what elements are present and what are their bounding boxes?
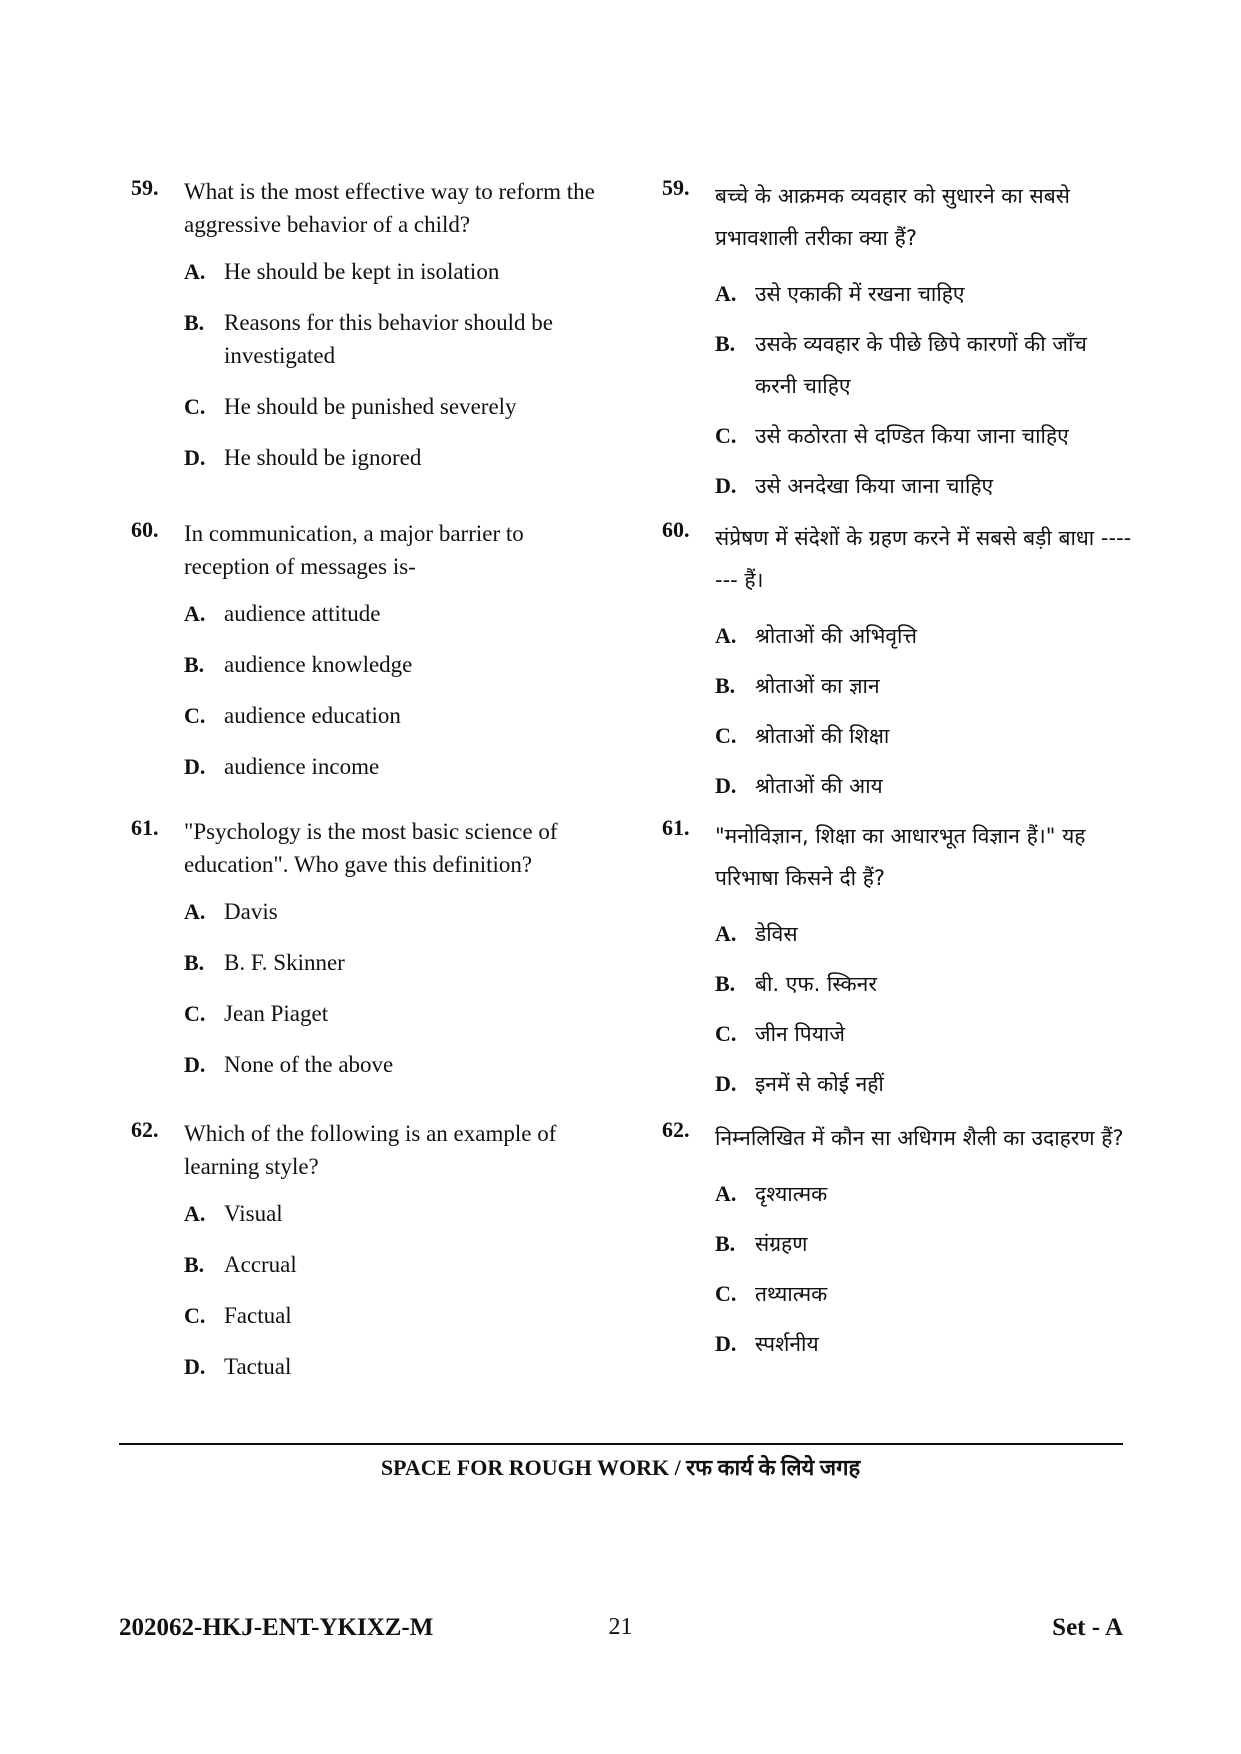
option-letter: C. <box>184 1001 206 1026</box>
question-61-hi <box>662 815 1132 1117</box>
option-text: Factual <box>224 1303 292 1328</box>
question-62-en <box>131 1117 611 1417</box>
option-b <box>184 306 611 372</box>
question-61-en <box>131 815 611 1117</box>
option-letter: A. <box>715 921 737 946</box>
option-text: Accrual <box>224 1252 297 1277</box>
option-c <box>715 715 1132 757</box>
option-a <box>184 597 611 630</box>
question-text: What is the most effective way to reform the aggressive behavior of a child? <box>184 179 595 237</box>
option-letter: B. <box>184 652 205 677</box>
option-text: तथ्यात्मक <box>755 1282 828 1306</box>
option-letter: C. <box>715 1021 737 1046</box>
option-c <box>184 390 611 423</box>
option-text: श्रोताओं की अभिवृत्ति <box>755 624 917 648</box>
question-59-en <box>131 175 611 517</box>
option-text: श्रोताओं की शिक्षा <box>755 724 890 748</box>
option-text: audience education <box>224 703 401 728</box>
question-text: संप्रेषण में संदेशों के ग्रहण करने में सबसे बड़ी बाधा ------- हैं। <box>715 526 1132 592</box>
option-d <box>184 750 611 783</box>
option-letter: B. <box>184 1252 205 1277</box>
page-number: 21 <box>608 1614 633 1640</box>
question-62-hi <box>662 1117 1132 1417</box>
option-letter: C. <box>184 703 206 728</box>
option-letter: A. <box>184 259 206 284</box>
option-letter: A. <box>715 623 737 648</box>
english-column <box>131 175 611 1417</box>
option-d <box>715 765 1132 807</box>
question-text: निम्नलिखित में कौन सा अधिगम शैली का उदाहरण हैं? <box>715 1126 1124 1150</box>
option-text: संग्रहण <box>755 1232 808 1256</box>
option-text: B. F. Skinner <box>224 950 345 975</box>
option-letter: D. <box>715 773 737 798</box>
option-text: audience knowledge <box>224 652 413 677</box>
options-list <box>715 273 1132 507</box>
option-a <box>715 913 1132 955</box>
option-text: बी. एफ. स्किनर <box>755 972 877 996</box>
set-label: Set - A <box>1052 1614 1123 1641</box>
option-d <box>184 441 611 474</box>
option-letter: A. <box>715 1181 737 1206</box>
option-d <box>715 465 1132 507</box>
option-text: श्रोताओं की आय <box>755 774 883 798</box>
option-letter: D. <box>184 1354 206 1379</box>
option-text: None of the above <box>224 1052 394 1077</box>
option-letter: D. <box>184 445 206 470</box>
option-text: स्पर्शनीय <box>755 1332 819 1356</box>
option-c <box>184 699 611 732</box>
question-text: "Psychology is the most basic science of education". Who gave this definition? <box>184 819 558 877</box>
question-text: In communication, a major barrier to reception of messages is- <box>184 521 524 579</box>
options-list <box>184 895 611 1081</box>
option-text: He should be ignored <box>224 445 422 470</box>
option-c <box>184 997 611 1030</box>
option-text: Jean Piaget <box>224 1001 329 1026</box>
option-b <box>184 648 611 681</box>
option-a <box>715 273 1132 315</box>
option-text: He should be punished severely <box>224 394 517 419</box>
option-text: दृश्यात्मक <box>755 1182 828 1206</box>
options-list <box>184 255 611 474</box>
question-number: 59. <box>662 175 690 200</box>
option-text: उसे कठोरता से दण्डित किया जाना चाहिए <box>755 424 1069 448</box>
option-letter: B. <box>715 673 736 698</box>
divider-line <box>119 1443 1123 1445</box>
option-d <box>715 1063 1132 1105</box>
option-letter: A. <box>184 1201 206 1226</box>
option-b <box>715 1223 1132 1265</box>
options-list <box>715 615 1132 807</box>
option-text: इनमें से कोई नहीं <box>755 1072 884 1096</box>
option-b <box>184 1248 611 1281</box>
option-a <box>184 895 611 928</box>
option-d <box>715 1323 1132 1365</box>
option-c <box>715 1273 1132 1315</box>
option-letter: A. <box>715 281 737 306</box>
question-59-hi <box>662 175 1132 517</box>
question-number: 62. <box>131 1117 159 1142</box>
option-text: जीन पियाजे <box>755 1022 845 1046</box>
option-text: audience attitude <box>224 601 381 626</box>
question-number: 61. <box>131 815 159 840</box>
question-text: Which of the following is an example of learning style? <box>184 1121 557 1179</box>
option-text: Reasons for this behavior should be investigated <box>224 310 553 368</box>
option-text: Tactual <box>224 1354 292 1379</box>
option-b <box>715 963 1132 1005</box>
question-number: 59. <box>131 175 159 200</box>
rough-work-heading: SPACE FOR ROUGH WORK / रफ कार्य के लिये जगह <box>380 1455 861 1480</box>
question-number: 62. <box>662 1117 690 1142</box>
option-text: audience income <box>224 754 380 779</box>
option-c <box>715 415 1132 457</box>
option-text: He should be kept in isolation <box>224 259 500 284</box>
option-a <box>715 615 1132 657</box>
question-60-en <box>131 517 611 815</box>
option-letter: C. <box>184 394 206 419</box>
question-number: 60. <box>662 517 690 542</box>
option-letter: C. <box>715 423 737 448</box>
option-text: उसे अनदेखा किया जाना चाहिए <box>755 474 994 498</box>
option-letter: C. <box>184 1303 206 1328</box>
option-letter: D. <box>715 1071 737 1096</box>
option-letter: B. <box>184 310 205 335</box>
option-c <box>715 1013 1132 1055</box>
question-number: 60. <box>131 517 159 542</box>
option-b <box>715 323 1132 407</box>
option-b <box>184 946 611 979</box>
option-letter: C. <box>715 723 737 748</box>
option-text: उसे एकाकी में रखना चाहिए <box>755 282 965 306</box>
option-text: Davis <box>224 899 278 924</box>
options-list <box>715 913 1132 1105</box>
option-letter: C. <box>715 1281 737 1306</box>
option-text: श्रोताओं का ज्ञान <box>755 674 880 698</box>
question-number: 61. <box>662 815 690 840</box>
option-letter: B. <box>184 950 205 975</box>
option-letter: D. <box>184 754 206 779</box>
option-text: डेविस <box>755 922 798 946</box>
option-text: Visual <box>224 1201 283 1226</box>
option-letter: D. <box>715 473 737 498</box>
options-list <box>184 1197 611 1383</box>
option-d <box>184 1048 611 1081</box>
option-letter: D. <box>184 1052 206 1077</box>
option-c <box>184 1299 611 1332</box>
options-list <box>184 597 611 783</box>
option-letter: B. <box>715 971 736 996</box>
option-letter: A. <box>184 601 206 626</box>
question-text: बच्चे के आक्रमक व्यवहार को सुधारने का सबसे प्रभावशाली तरीका क्या हैं? <box>715 184 1070 250</box>
option-b <box>715 665 1132 707</box>
question-text: "मनोविज्ञान, शिक्षा का आधारभूत विज्ञान हैं।" यह परिभाषा किसने दी हैं? <box>715 824 1086 890</box>
options-list <box>715 1173 1132 1365</box>
question-60-hi <box>662 517 1132 815</box>
option-letter: D. <box>715 1331 737 1356</box>
option-text: उसके व्यवहार के पीछे छिपे कारणों की जाँच करनी चाहिए <box>755 332 1087 398</box>
option-a <box>715 1173 1132 1215</box>
option-d <box>184 1350 611 1383</box>
option-letter: B. <box>715 331 736 356</box>
option-letter: A. <box>184 899 206 924</box>
option-letter: B. <box>715 1231 736 1256</box>
hindi-column <box>662 175 1132 1417</box>
option-a <box>184 255 611 288</box>
paper-code: 202062-HKJ-ENT-YKIXZ-M <box>119 1614 434 1641</box>
option-a <box>184 1197 611 1230</box>
